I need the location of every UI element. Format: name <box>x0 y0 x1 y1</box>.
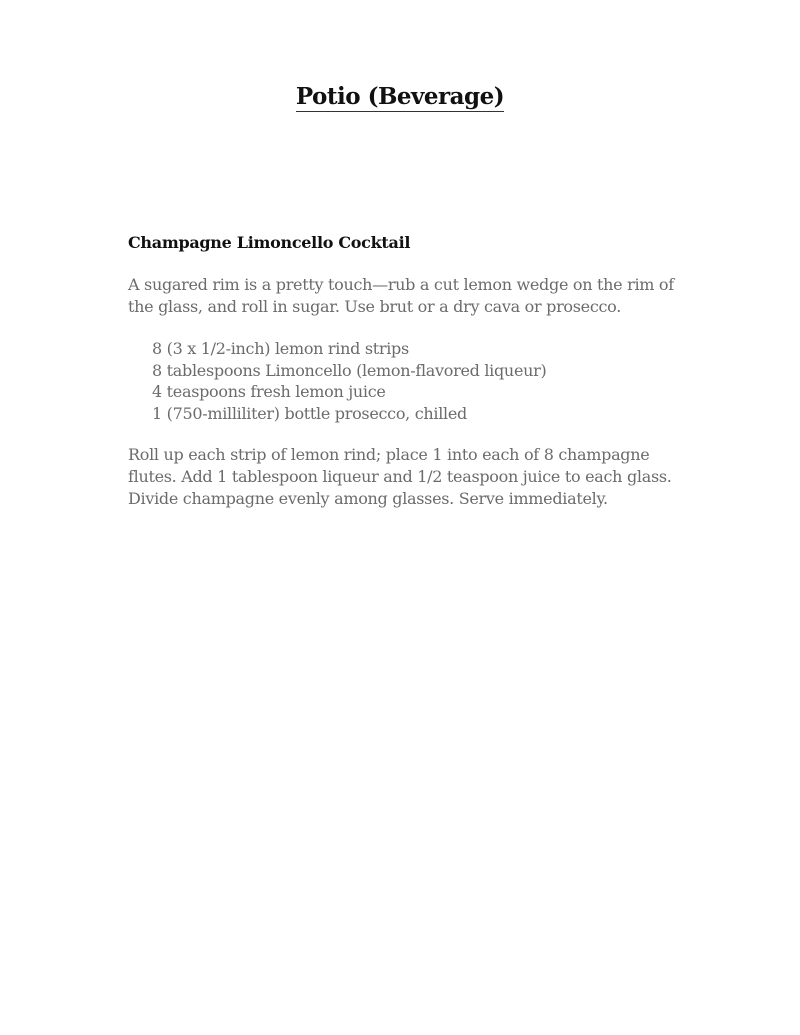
ingredient-item: 8 tablespoons Limoncello (lemon-flavored liqueur) <box>152 360 547 380</box>
recipe-title: Champagne Limoncello Cocktail <box>128 233 411 252</box>
page-title-text: Potio (Beverage) <box>295 83 505 110</box>
recipe-directions: Roll up each strip of lemon rind; place 1 into each of 8 champagne flutes. Add 1 tablespoon liqueur and 1/2 teaspoon juice to each glass. Divide champagne evenly among glasses. Serve immediately. <box>128 445 672 508</box>
ingredient-item: 1 (750-milliliter) bottle prosecco, chilled <box>152 403 467 423</box>
ingredient-item: 4 teaspoons fresh lemon juice <box>152 382 386 401</box>
recipe-intro: A sugared rim is a pretty touch—rub a cut lemon wedge on the rim of the glass, and roll in sugar. Use brut or a dry cava or prosecco. <box>128 275 674 316</box>
page-title <box>0 83 800 110</box>
ingredient-list <box>152 338 688 424</box>
recipe <box>128 232 688 510</box>
ingredient-item: 8 (3 x 1/2-inch) lemon rind strips <box>152 339 409 358</box>
